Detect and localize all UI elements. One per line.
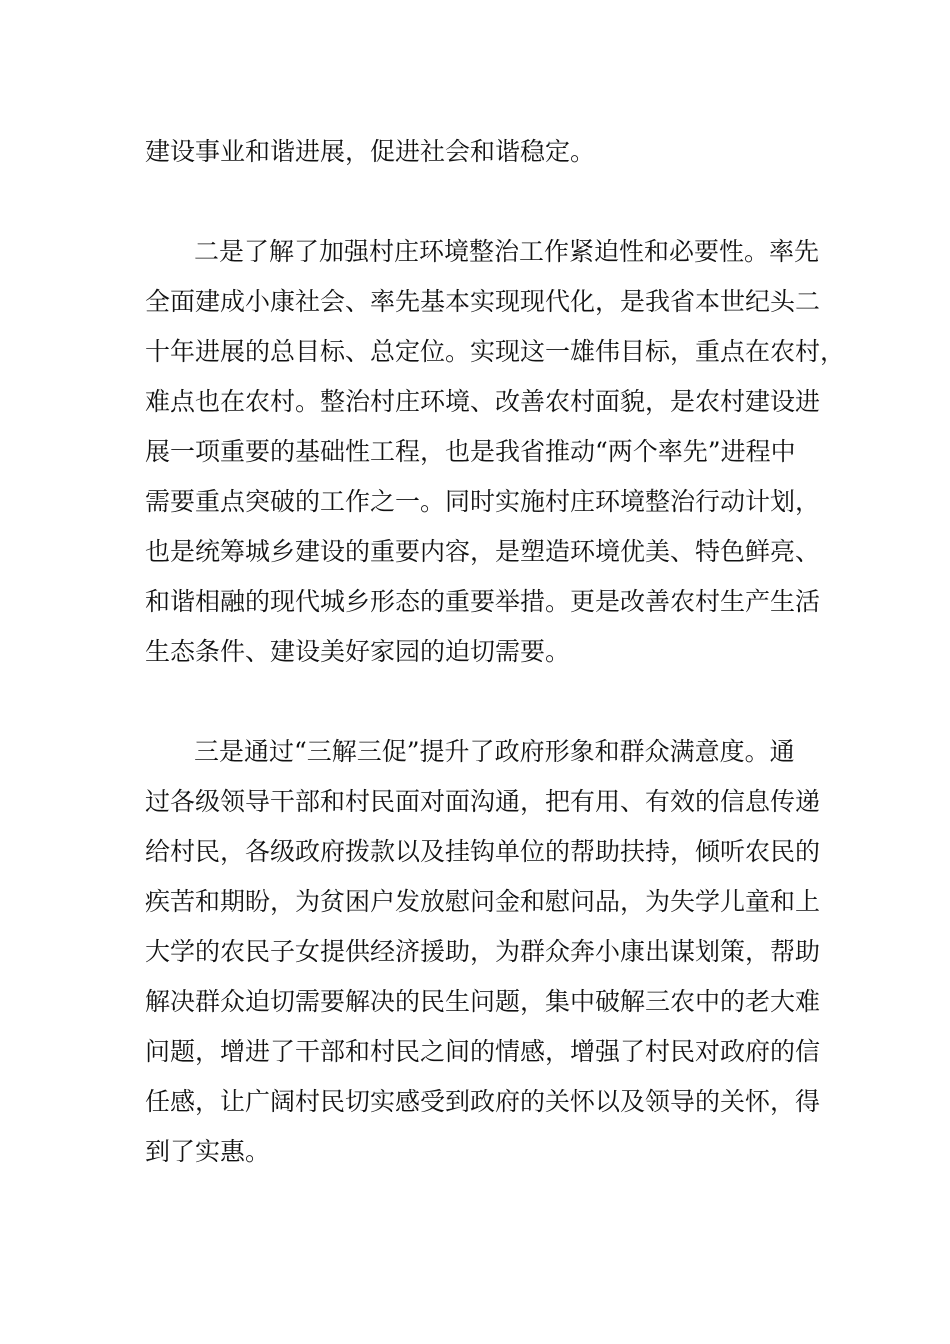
text-line: 展一项重要的基础性工程，也是我省推动“两个率先”进程中: [145, 437, 796, 466]
text-line: 三是通过“三解三促”提升了政府形象和群众满意度。通: [194, 737, 795, 766]
text-line: 十年进展的总目标、总定位。实现这一雄伟目标，重点在农村，: [145, 337, 846, 366]
text-line: 难点也在农村。整治村庄环境、改善农村面貌，是农村建设进: [145, 387, 821, 416]
text-line: 需要重点突破的工作之一。同时实施村庄环境整治行动计划，: [145, 487, 821, 516]
text-line: 也是统筹城乡建设的重要内容，是塑造环境优美、特色鲜亮、: [145, 537, 821, 566]
text-line: 生态条件、建设美好家园的迫切需要。: [145, 637, 571, 666]
text-line: 和谐相融的现代城乡形态的重要举措。更是改善农村生产生活: [145, 587, 821, 616]
text-line: 问题，增进了干部和村民之间的情感，增强了村民对政府的信: [145, 1037, 821, 1066]
text-line: 二是了解了加强村庄环境整治工作紧迫性和必要性。率先: [194, 237, 820, 266]
text-line: 给村民，各级政府拨款以及挂钩单位的帮助扶持，倾听农民的: [145, 837, 821, 866]
text-line: 全面建成小康社会、率先基本实现现代化，是我省本世纪头二: [145, 287, 821, 316]
text-line: 建设事业和谐进展，促进社会和谐稳定。: [145, 137, 596, 166]
text-line: 任感，让广阔村民切实感受到政府的关怀以及领导的关怀，得: [145, 1087, 821, 1116]
text-line: 疾苦和期盼，为贫困户发放慰问金和慰问品，为失学儿童和上: [145, 887, 821, 916]
text-line: 解决群众迫切需要解决的民生问题，集中破解三农中的老大难: [145, 987, 821, 1016]
text-line: 到了实惠。: [145, 1137, 271, 1166]
text-line: 大学的农民子女提供经济援助，为群众奔小康出谋划策，帮助: [145, 937, 821, 966]
text-line: 过各级领导干部和村民面对面沟通，把有用、有效的信息传递: [145, 787, 821, 816]
